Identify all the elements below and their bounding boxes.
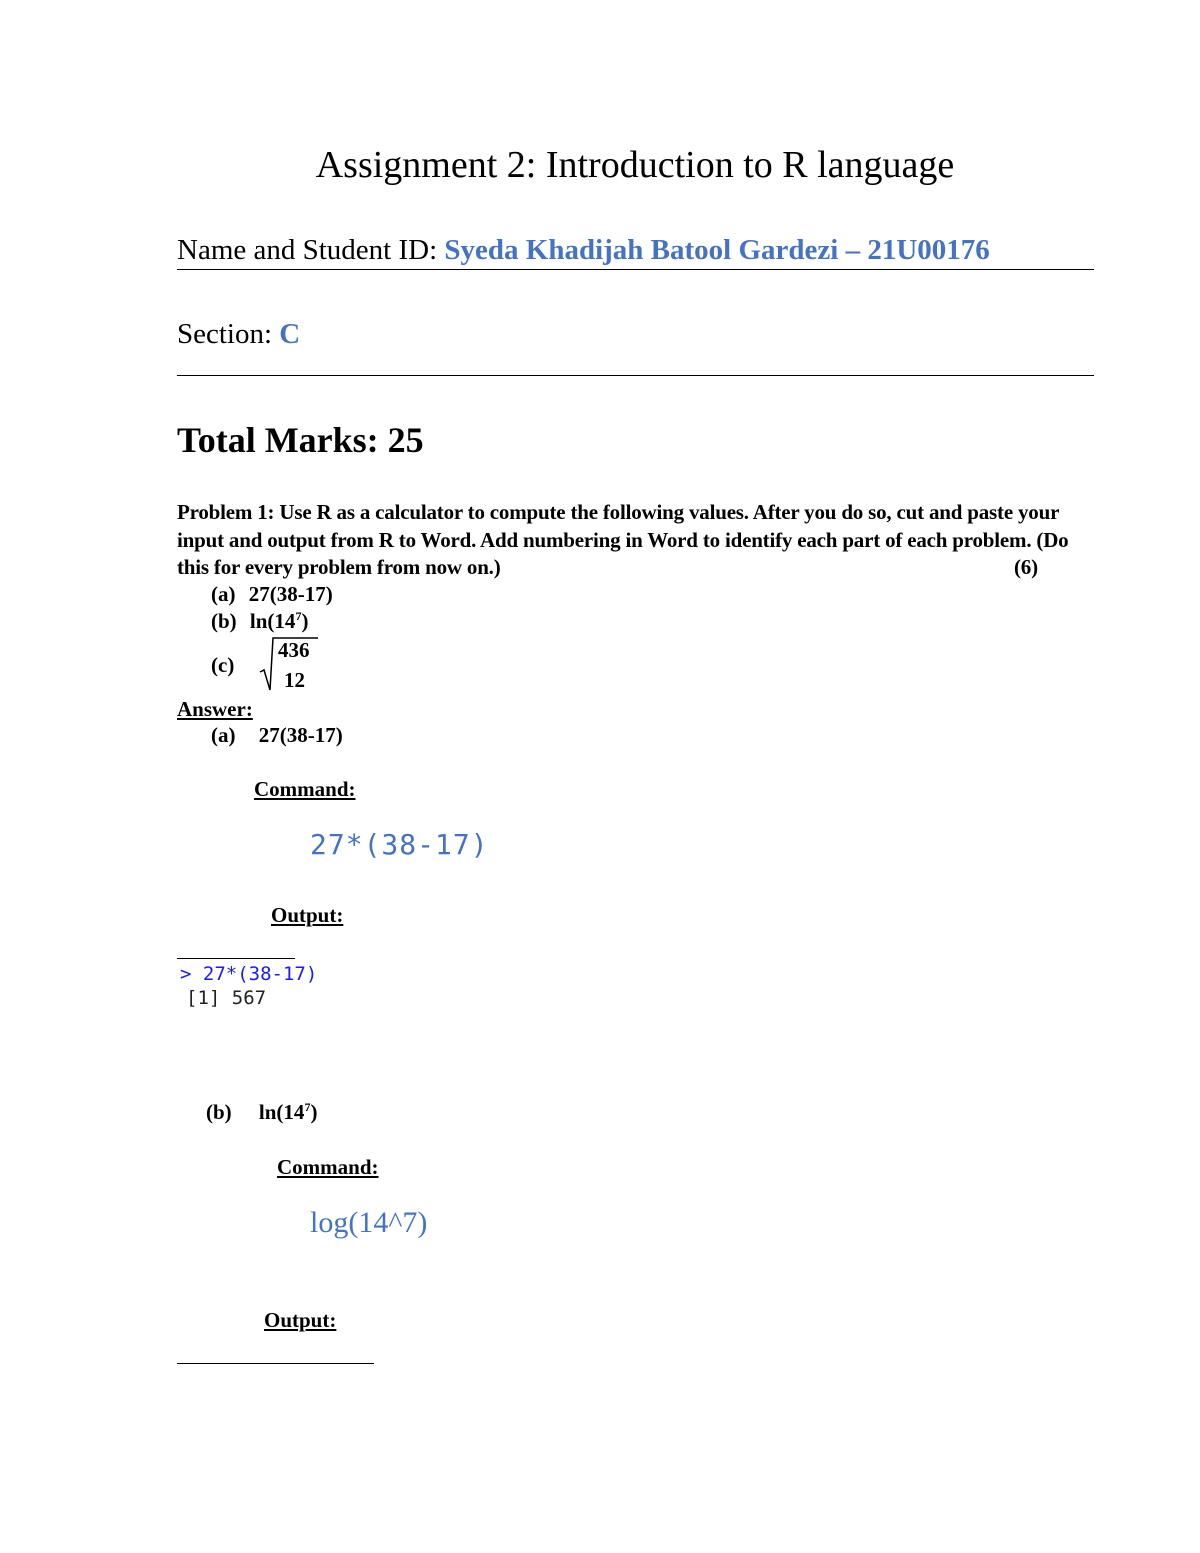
problem-part-b — [211, 608, 308, 635]
answer-part-b — [206, 1099, 317, 1126]
section-value: C — [279, 318, 301, 350]
student-name-id: Syeda Khadijah Batool Gardezi – 21U00176 — [444, 234, 990, 266]
output-label-b: Output: — [264, 1308, 337, 1332]
sqrt-numerator: 436 — [278, 638, 310, 662]
part-b-label: (b) — [211, 609, 237, 633]
answer-a-expr: 27(38-17) — [258, 723, 343, 747]
command-a-code: 27*(38-17) — [310, 828, 489, 861]
output-label-a: Output: — [271, 903, 344, 927]
answer-part-a — [211, 722, 343, 749]
problem-1-marks: (6) — [1014, 555, 1038, 579]
part-c-label: (c) — [211, 653, 235, 677]
name-underline — [177, 269, 1094, 270]
command-label-b: Command: — [277, 1155, 379, 1179]
part-a-expr: 27(38-17) — [248, 582, 333, 606]
answer-b-expr: $\ln(14^7)$ — [258, 1100, 318, 1124]
section-line — [177, 316, 300, 352]
name-and-id-line — [177, 232, 990, 268]
section-label: Section: — [177, 318, 280, 350]
answer-a-label: (a) — [211, 723, 236, 747]
console-input-line: > 27*(38-17) — [180, 963, 318, 985]
console-output-a — [180, 962, 317, 1010]
problem-part-a — [211, 581, 333, 608]
answer-heading: Answer: — [177, 697, 253, 721]
output-b-rule — [177, 1363, 374, 1364]
document-title: Assignment 2: Introduction to R language — [315, 144, 955, 186]
answer-b-label: (b) — [206, 1100, 232, 1124]
section-underline — [177, 375, 1094, 376]
output-a-rule — [177, 958, 295, 959]
name-label: Name and Student ID: — [177, 234, 445, 266]
command-b-code: log(14^7) — [310, 1206, 428, 1239]
part-a-label: (a) — [211, 582, 236, 606]
sqrt-denominator: 12 — [284, 668, 305, 692]
command-label-a: Command: — [254, 777, 356, 801]
problem-1-statement: Problem 1: Use R as a calculator to compute the following values. After you do so, cut and paste your input and output from R to Word. Add numbering in Word to identify each part of each problem. (Do this for every problem from now on.) — [177, 500, 1069, 579]
sqrt-fraction — [256, 636, 326, 692]
problem-1-text — [177, 499, 1097, 582]
console-result-line: [1] 567 — [186, 987, 267, 1009]
part-b-expr: $\ln(14^7)$ — [249, 609, 309, 633]
total-marks: Total Marks: 25 — [177, 420, 424, 460]
